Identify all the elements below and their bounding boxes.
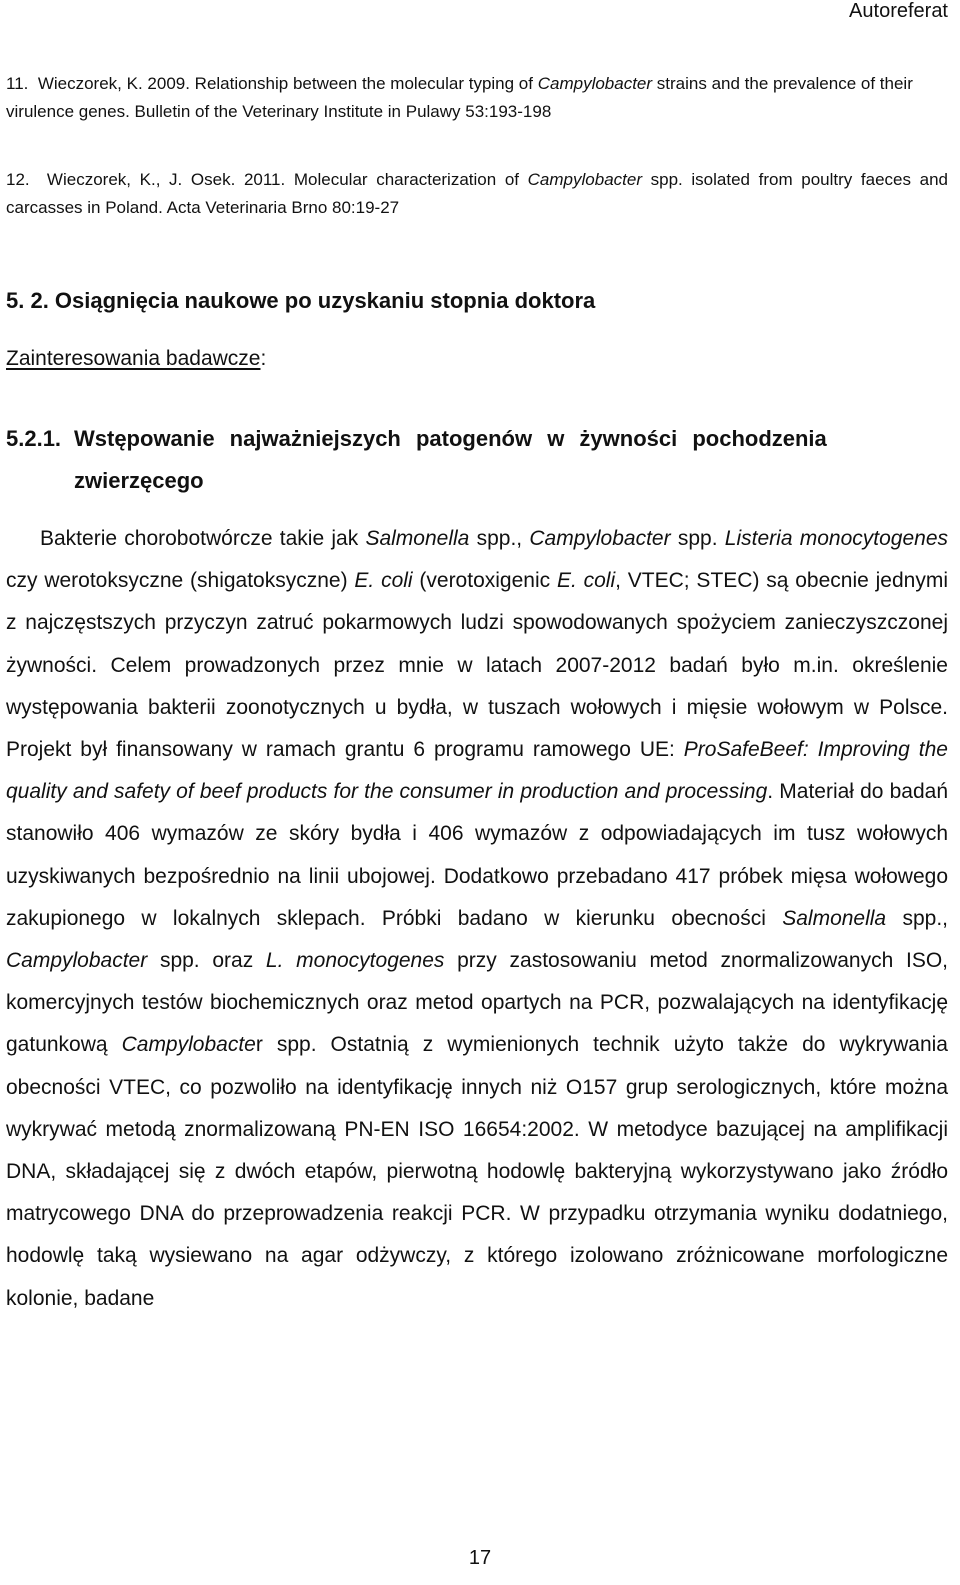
reference-index: 12.	[6, 170, 30, 189]
body-italic-run: Campylobacter	[6, 949, 148, 973]
body-italic-run: Salmonella	[365, 527, 470, 550]
body-text-run: r spp. Ostatnią z wymienionych technik użyto także do wykrywania obecności VTEC, co pozwoliło na identyfikację innych niż O157 grup serologicznych, które można wykrywać metodą znormalizowaną PN-EN ISO 16654:2002. W metodyce bazującej na amplifikacji DNA, składającej się z dwóch etapów, pierwotną hodowlę bakteryjną wykorzystywano jako źródło matrycowego DNA do przeprowadzenia reakcji PCR. W przypadku otrzymania wyniku dodatniego, hodowlę taką wysiewano na agar odżywczy, z którego izolowano zróżnicowane morfologiczne kolonie, badane	[6, 1033, 948, 1310]
section-heading: 5. 2. Osiągnięcia naukowe po uzyskaniu stopnia doktora	[6, 288, 596, 313]
body-italic-run: Campylobacter	[529, 527, 671, 550]
subsection-label-text: Zainteresowania badawcze	[6, 347, 261, 370]
running-header: Autoreferat	[849, 0, 948, 22]
page-number: 17	[468, 1547, 492, 1569]
body-text-run: , VTEC; STEC) są obecnie jednymi z najczęstszych przyczyn zatruć pokarmowych ludzi spowodowanych spożyciem zanieczyszczonej żywności. Celem prowadzonych przez mnie w latach 2007-2012 badań było m.in. określenie występowania bakterii zoonotycznych u bydła, w tuszach wołowych i mięsie wołowym w Polsce. Projekt był finansowany w ramach grantu 6 programu ramowego UE:	[6, 569, 948, 762]
reference-text: Wieczorek, K. 2009. Relationship between the molecular typing of	[37, 74, 538, 93]
body-text-run: spp. oraz	[147, 949, 266, 973]
reference-text: Wieczorek, K., J. Osek. 2011. Molecular characterization of	[46, 170, 528, 189]
body-paragraph	[6, 518, 948, 1320]
subsection-heading	[6, 418, 948, 502]
body-text-run: spp.,	[886, 906, 948, 930]
body-italic-run: Campylobacte	[121, 1033, 256, 1057]
body-text-run: czy werotoksyczne (shigatoksyczne)	[6, 569, 355, 593]
body-text-run: . Materiał do badań stanowiło 406 wymazów ze skóry bydła i 406 wymazów z odpowiadających im tusz wołowych uzyskiwanych bezpośrednio na linii ubojowej. Dodatkowo przebadano 417 próbek mięsa wołowego zakupionego w lokalnych sklepach. Próbki badano w kierunku obecności	[6, 780, 948, 930]
reference-index: 11.	[6, 74, 29, 93]
body-italic-run: Salmonella	[782, 906, 887, 930]
body-italic-run: E. coli	[354, 569, 413, 593]
subsection-title-line1: Wstępowanie najważniejszych patogenów w żywności pochodzenia	[74, 426, 827, 451]
body-text-run: (verotoxigenic	[412, 569, 557, 593]
subsection-label-colon: :	[260, 347, 267, 370]
reference-item	[6, 70, 948, 126]
reference-item	[6, 166, 948, 222]
reference-italic: Campylobacter	[537, 74, 653, 93]
subsection-number: 5.2.1.	[6, 426, 62, 451]
reference-text: strains and the prevalence of their virulence genes. Bulletin of the Veterinary Institute in Pulawy 53:193-198	[6, 74, 913, 121]
body-text-run: spp.,	[469, 527, 530, 550]
body-italic-run: ProSafeBeef: Improving the quality and safety of beef products for the consumer in production and processing	[6, 738, 948, 804]
subsection-title-line2: zwierzęcego	[74, 468, 204, 493]
body-italic-run: L. monocytogenes	[265, 949, 445, 973]
body-italic-run: Listeria monocytogenes	[724, 527, 948, 550]
subsection-label	[6, 347, 266, 371]
reference-italic: Campylobacter	[527, 170, 642, 189]
body-italic-run: E. coli	[556, 569, 616, 593]
body-text-run: Bakterie chorobotwórcze takie jak	[40, 527, 366, 550]
body-text-run: przy zastosowaniu metod znormalizowanych ISO, komercyjnych testów biochemicznych oraz metod opartych na PCR, pozwalających na identyfikację gatunkową	[6, 949, 949, 1057]
body-text-run: spp.	[670, 527, 725, 550]
reference-text: spp. isolated from poultry faeces and carcasses in Poland. Acta Veterinaria Brno 80:19-27	[6, 170, 949, 217]
